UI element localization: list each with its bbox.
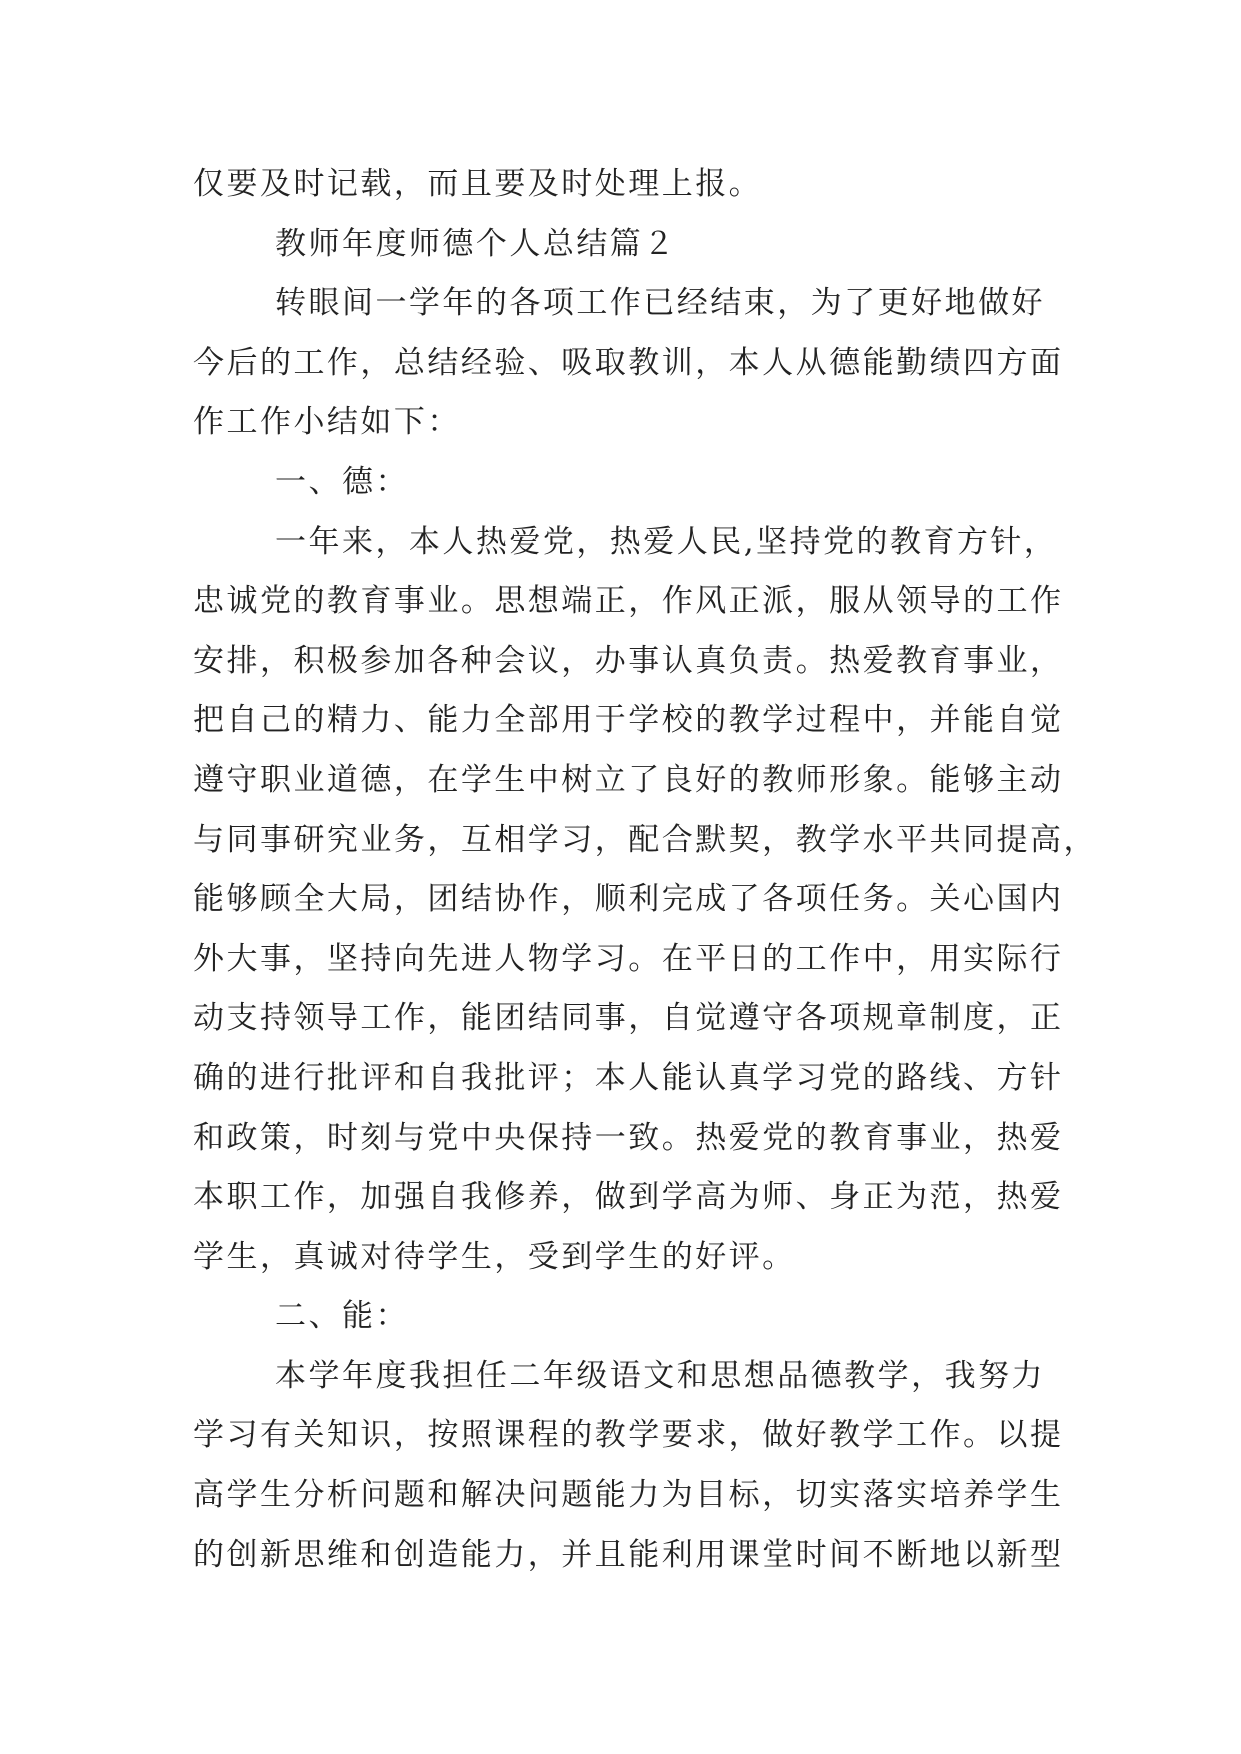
text-line: 高学生分析问题和解决问题能力为目标，切实落实培养学生: [193, 1477, 1064, 1514]
text-line: 转眼间一学年的各项工作已经结束，为了更好地做好: [275, 285, 1046, 322]
text-line: 能够顾全大局，团结协作，顺利完成了各项任务。关心国内: [193, 881, 1064, 918]
text-line: 动支持领导工作，能团结同事，自觉遵守各项规章制度，正: [193, 1000, 1064, 1037]
text-line: 外大事，坚持向先进人物学习。在平日的工作中，用实际行: [193, 940, 1064, 977]
text-line: 本职工作，加强自我修养，做到学高为师、身正为范，热爱: [193, 1179, 1064, 1216]
text-line: 一年来，本人热爱党，热爱人民,坚持党的教育方针，: [275, 523, 1058, 560]
text-line: 仅要及时记载，而且要及时处理上报。: [193, 166, 763, 202]
text-line: 安排，积极参加各种会议，办事认真负责。热爱教育事业，: [193, 642, 1064, 679]
text-line: 本学年度我担任二年级语文和思想品德教学，我努力: [275, 1357, 1046, 1394]
document-body: [193, 155, 1097, 1585]
text-line: 的创新思维和创造能力，并且能利用课堂时间不断地以新型: [193, 1536, 1064, 1573]
subsection-heading: 一、德：: [275, 463, 409, 500]
text-line: 学习有关知识，按照课程的教学要求，做好教学工作。以提: [193, 1417, 1064, 1454]
text-line: 今后的工作，总结经验、吸取教训，本人从德能勤绩四方面: [193, 344, 1064, 381]
text-line: 和政策，时刻与党中央保持一致。热爱党的教育事业，热爱: [193, 1119, 1064, 1156]
text-line: 学生，真诚对待学生，受到学生的好评。: [193, 1238, 796, 1275]
text-line: 把自己的精力、能力全部用于学校的教学过程中，并能自觉: [193, 702, 1064, 739]
subsection-heading: 二、能：: [275, 1298, 409, 1335]
section-title: 教师年度师德个人总结篇２: [275, 225, 677, 262]
text-line: 作工作小结如下：: [193, 404, 461, 441]
text-line: 与同事研究业务，互相学习，配合默契，教学水平共同提高，: [193, 821, 1097, 858]
text-line: 确的进行批评和自我批评；本人能认真学习党的路线、方针: [193, 1059, 1064, 1096]
text-line: 遵守职业道德，在学生中树立了良好的教师形象。能够主动: [193, 761, 1064, 798]
text-line: 忠诚党的教育事业。思想端正，作风正派，服从领导的工作: [193, 583, 1064, 620]
